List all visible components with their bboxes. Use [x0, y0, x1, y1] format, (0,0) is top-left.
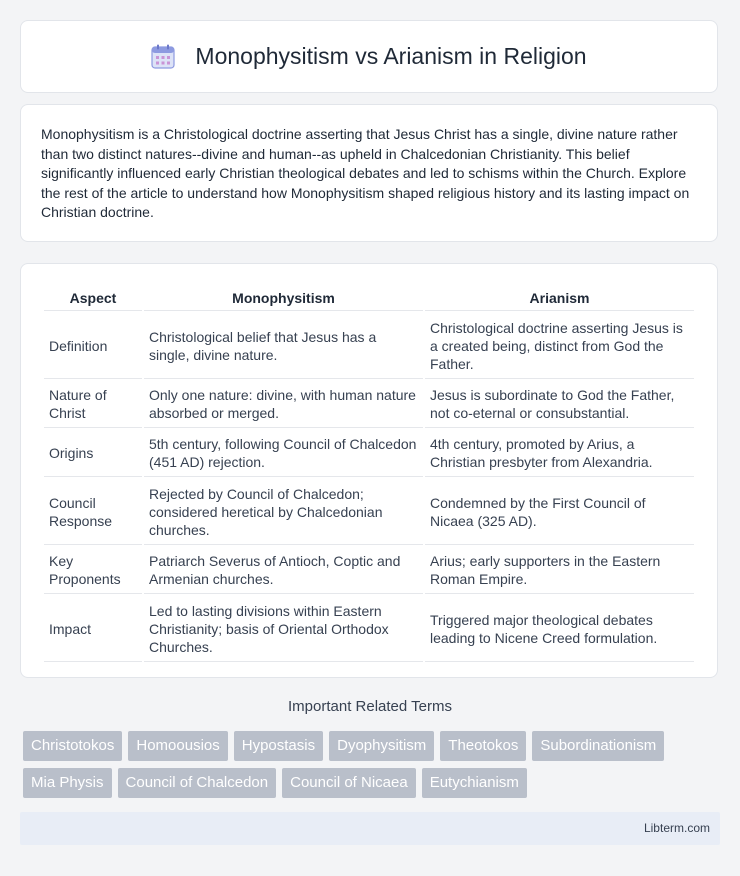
row-arianism: Arius; early supporters in the Eastern Roman Empire. — [425, 547, 694, 594]
table-row — [44, 596, 694, 662]
table-row — [44, 430, 694, 477]
row-aspect: Impact — [44, 596, 142, 662]
comparison-table — [42, 284, 696, 664]
header-aspect: Aspect — [44, 286, 142, 311]
table-row — [44, 479, 694, 545]
header-arianism: Arianism — [425, 286, 694, 311]
tag-theotokos[interactable]: Theotokos — [440, 731, 526, 761]
comparison-card — [20, 263, 718, 678]
footer-site-link[interactable]: Libterm.com — [643, 821, 710, 835]
tag-hypostasis[interactable]: Hypostasis — [234, 731, 323, 761]
tag-subordinationism[interactable]: Subordinationism — [532, 731, 664, 761]
table-row — [44, 547, 694, 594]
related-terms-title: Important Related Terms — [288, 698, 452, 715]
tag-dyophysitism[interactable]: Dyophysitism — [329, 731, 434, 761]
row-aspect: Key Proponents — [44, 547, 142, 594]
page-title: Monophysitism vs Arianism in Religion — [195, 43, 587, 69]
row-monophysitism: Only one nature: divine, with human nature absorbed or merged. — [144, 381, 423, 428]
related-tags — [23, 731, 723, 805]
row-monophysitism: Led to lasting divisions within Eastern Christianity; basis of Oriental Orthodox Churches. — [144, 596, 423, 662]
row-monophysitism: Patriarch Severus of Antioch, Coptic and Armenian churches. — [144, 547, 423, 594]
calendar-icon — [151, 44, 175, 70]
tag-christotokos[interactable]: Christotokos — [23, 731, 122, 761]
tag-homoousios[interactable]: Homoousios — [128, 731, 227, 761]
row-arianism: Triggered major theological debates leading to Nicene Creed formulation. — [425, 596, 694, 662]
table-header-row — [44, 286, 694, 311]
title-card — [20, 20, 718, 93]
tag-council-of-chalcedon[interactable]: Council of Chalcedon — [118, 768, 277, 798]
row-aspect: Origins — [44, 430, 142, 477]
row-arianism: 4th century, promoted by Arius, a Christian presbyter from Alexandria. — [425, 430, 694, 477]
tag-eutychianism[interactable]: Eutychianism — [422, 768, 527, 798]
row-monophysitism: Rejected by Council of Chalcedon; considered heretical by Chalcedonian churches. — [144, 479, 423, 545]
row-monophysitism: 5th century, following Council of Chalcedon (451 AD) rejection. — [144, 430, 423, 477]
intro-paragraph: Monophysitism is a Christological doctrine asserting that Jesus Christ has a single, divine nature rather than two distinct natures--divine and human--as upheld in Chalcedonian Christianity. This belief significantly influenced early Christian theological debates and led to schisms within the Church. Explore the rest of the article to understand how Monophysitism shaped religious history and its lasting impact on Christian doctrine. — [41, 126, 690, 221]
tag-mia-physis[interactable]: Mia Physis — [23, 768, 112, 798]
tag-council-of-nicaea[interactable]: Council of Nicaea — [282, 768, 416, 798]
header-monophysitism: Monophysitism — [144, 286, 423, 311]
row-aspect: Nature of Christ — [44, 381, 142, 428]
row-arianism: Condemned by the First Council of Nicaea (325 AD). — [425, 479, 694, 545]
table-row — [44, 381, 694, 428]
row-aspect: Definition — [44, 313, 142, 379]
row-monophysitism: Christological belief that Jesus has a single, divine nature. — [144, 313, 423, 379]
footer — [20, 812, 720, 845]
intro-card — [20, 104, 718, 242]
row-arianism: Christological doctrine asserting Jesus is a created being, distinct from God the Father. — [425, 313, 694, 379]
table-row — [44, 313, 694, 379]
row-aspect: Council Response — [44, 479, 142, 545]
row-arianism: Jesus is subordinate to God the Father, not co-eternal or consubstantial. — [425, 381, 694, 428]
